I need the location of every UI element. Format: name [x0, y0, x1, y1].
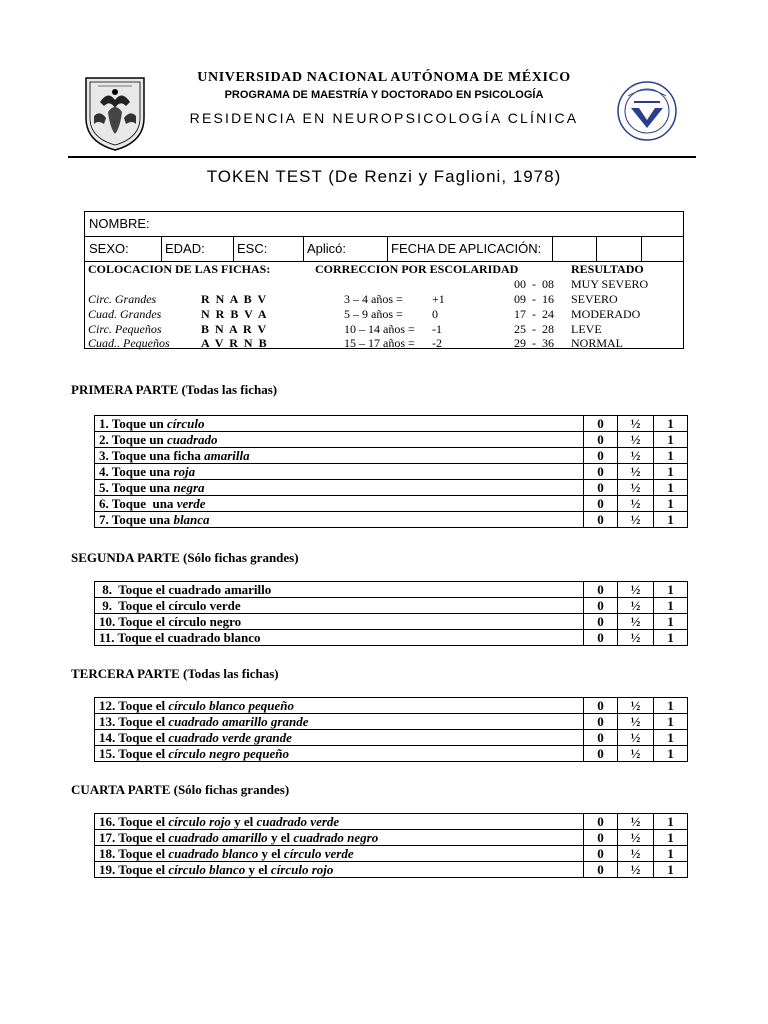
score-one-cell[interactable]: 1: [654, 862, 688, 878]
section-note: (Sólo fichas grandes): [183, 550, 299, 565]
score-half-cell[interactable]: ½: [618, 630, 654, 646]
edad-field[interactable]: EDAD:: [165, 241, 205, 256]
item-text: 16. Toque el: [99, 814, 169, 829]
item-emphasis: círculo blanco pequeño: [168, 698, 295, 713]
correccion-heading: CORRECCION POR ESCOLARIDAD: [315, 262, 519, 276]
item-row: [95, 730, 688, 746]
score-zero-cell[interactable]: 0: [584, 746, 618, 762]
resultado-range: 09 - 16: [514, 292, 554, 306]
resultado-label: MUY SEVERO: [571, 277, 649, 291]
item-row: [95, 746, 688, 762]
item-text: 5. Toque una: [99, 480, 174, 495]
details-row: [85, 237, 683, 262]
resultado-range: 25 - 28: [514, 322, 554, 336]
resultado-label: SEVERO: [571, 292, 618, 306]
nombre-field[interactable]: NOMBRE:: [89, 216, 150, 231]
colocacion-letters: B N A R V: [201, 322, 267, 336]
score-one-cell[interactable]: 1: [654, 480, 688, 496]
section-heading-primera: [71, 382, 277, 398]
item-text: 7. Toque una: [99, 512, 174, 527]
item-instruction: [95, 630, 584, 646]
section-title: SEGUNDA PARTE: [71, 550, 180, 565]
score-half-cell[interactable]: ½: [618, 746, 654, 762]
score-zero-cell[interactable]: 0: [584, 496, 618, 512]
score-zero-cell[interactable]: 0: [584, 814, 618, 830]
score-half-cell[interactable]: ½: [618, 480, 654, 496]
score-zero-cell[interactable]: 0: [584, 432, 618, 448]
score-half-cell[interactable]: ½: [618, 714, 654, 730]
section-title: TERCERA PARTE: [71, 666, 180, 681]
item-text: y el: [230, 814, 257, 829]
resultado-range: 29 - 36: [514, 336, 554, 350]
item-emphasis: blanca: [173, 512, 210, 527]
score-zero-cell[interactable]: 0: [584, 582, 618, 598]
correccion-range: 15 – 17 años =: [344, 336, 415, 350]
item-row: [95, 496, 688, 512]
fecha-day-box[interactable]: [552, 237, 596, 261]
item-instruction: [95, 698, 584, 714]
resultado-label: NORMAL: [571, 336, 624, 350]
name-row: [85, 212, 683, 237]
score-half-cell[interactable]: ½: [618, 814, 654, 830]
item-row: [95, 582, 688, 598]
score-half-cell[interactable]: ½: [618, 614, 654, 630]
item-instruction: [95, 814, 584, 830]
item-instruction: [95, 448, 584, 464]
resultado-range: 17 - 24: [514, 307, 554, 321]
section-heading-tercera: [71, 666, 279, 682]
item-emphasis: cuadrado amarillo: [168, 830, 268, 845]
item-text: 4. Toque una: [99, 464, 174, 479]
fecha-field[interactable]: FECHA DE APLICACIÓN:: [391, 241, 542, 256]
score-half-cell[interactable]: ½: [618, 512, 654, 528]
score-one-cell[interactable]: 1: [654, 496, 688, 512]
item-emphasis: cuadrado: [166, 432, 218, 447]
item-row: [95, 416, 688, 432]
item-text: 8. Toque el cuadrado amarillo: [99, 582, 272, 597]
correccion-range: 10 – 14 años =: [344, 322, 415, 336]
correccion-range: 3 – 4 años =: [344, 292, 403, 306]
colocacion-letters: A V R N B: [201, 336, 267, 350]
residency-name: RESIDENCIA EN NEUROPSICOLOGÍA CLÍNICA: [189, 110, 579, 126]
item-emphasis: círculo blanco: [168, 862, 246, 877]
score-half-cell[interactable]: ½: [618, 416, 654, 432]
item-row: [95, 432, 688, 448]
item-row: [95, 630, 688, 646]
item-emphasis: círculo: [166, 416, 205, 431]
cuarta-parte-table: [94, 813, 688, 878]
score-zero-cell[interactable]: 0: [584, 862, 618, 878]
section-heading-segunda: [71, 550, 299, 566]
item-emphasis: círculo rojo: [168, 814, 231, 829]
score-one-cell[interactable]: 1: [654, 416, 688, 432]
score-zero-cell[interactable]: 0: [584, 714, 618, 730]
colocacion-heading: COLOCACION DE LAS FICHAS:: [88, 262, 271, 276]
score-one-cell[interactable]: 1: [654, 598, 688, 614]
patient-info-box: [84, 211, 684, 349]
score-one-cell[interactable]: 1: [654, 830, 688, 846]
item-instruction: [95, 614, 584, 630]
item-text: 13. Toque el: [99, 714, 169, 729]
primera-parte-table: [94, 415, 688, 528]
correccion-value: -1: [432, 322, 442, 336]
score-one-cell[interactable]: 1: [654, 432, 688, 448]
score-zero-cell[interactable]: 0: [584, 480, 618, 496]
colocacion-letters: N R B V A: [201, 307, 267, 321]
item-instruction: [95, 598, 584, 614]
score-one-cell[interactable]: 1: [654, 714, 688, 730]
sexo-field[interactable]: SEXO:: [89, 241, 129, 256]
item-instruction: [95, 416, 584, 432]
score-half-cell[interactable]: ½: [618, 582, 654, 598]
aplico-field[interactable]: Aplicó:: [307, 241, 347, 256]
resultado-label: LEVE: [571, 322, 602, 336]
correccion-value: -2: [432, 336, 442, 350]
colocacion-label: Circ. Pequeños: [88, 322, 162, 336]
item-text: 11. Toque el cuadrado blanco: [99, 630, 261, 645]
score-zero-cell[interactable]: 0: [584, 416, 618, 432]
correccion-range: 5 – 9 años =: [344, 307, 403, 321]
item-emphasis: verde: [176, 496, 206, 511]
colocacion-label: Cuad. Grandes: [88, 307, 162, 321]
score-half-cell[interactable]: ½: [618, 862, 654, 878]
score-half-cell[interactable]: ½: [618, 698, 654, 714]
header-divider: [68, 156, 696, 158]
fecha-month-box[interactable]: [596, 237, 641, 261]
score-one-cell[interactable]: 1: [654, 846, 688, 862]
item-text: 14. Toque el: [99, 730, 169, 745]
score-one-cell[interactable]: 1: [654, 614, 688, 630]
score-zero-cell[interactable]: 0: [584, 846, 618, 862]
score-half-cell[interactable]: ½: [618, 464, 654, 480]
program-name: PROGRAMA DE MAESTRÍA Y DOCTORADO EN PSICOLOGÍA: [224, 89, 544, 101]
item-emphasis: roja: [173, 464, 196, 479]
item-text: 12. Toque el: [99, 698, 169, 713]
score-one-cell[interactable]: 1: [654, 746, 688, 762]
item-text: 19. Toque el: [99, 862, 169, 877]
score-zero-cell[interactable]: 0: [584, 448, 618, 464]
score-zero-cell[interactable]: 0: [584, 464, 618, 480]
score-one-cell[interactable]: 1: [654, 630, 688, 646]
item-instruction: [95, 862, 584, 878]
item-row: [95, 512, 688, 528]
score-one-cell[interactable]: 1: [654, 512, 688, 528]
item-text: 2. Toque un: [99, 432, 167, 447]
item-row: [95, 698, 688, 714]
correccion-value: 0: [432, 307, 438, 321]
item-text: 6. Toque una: [99, 496, 177, 511]
item-emphasis: cuadrado verde grande: [168, 730, 292, 745]
correccion-value: +1: [432, 292, 445, 306]
section-note: (Todas las fichas): [181, 382, 278, 397]
resultado-range: 00 - 08: [514, 277, 554, 291]
score-zero-cell[interactable]: 0: [584, 512, 618, 528]
score-one-cell[interactable]: 1: [654, 814, 688, 830]
item-instruction: [95, 432, 584, 448]
score-zero-cell[interactable]: 0: [584, 630, 618, 646]
item-instruction: [95, 846, 584, 862]
item-text: 10. Toque el círculo negro: [99, 614, 242, 629]
score-one-cell[interactable]: 1: [654, 464, 688, 480]
colocacion-label: Circ. Grandes: [88, 292, 157, 306]
item-text: y el: [245, 862, 271, 877]
resultado-heading: RESULTADO: [571, 262, 644, 276]
tercera-parte-table: [94, 697, 688, 762]
section-note: (Todas las fichas): [183, 666, 279, 681]
score-one-cell[interactable]: 1: [654, 448, 688, 464]
item-emphasis: cuadrado negro: [293, 830, 379, 845]
item-emphasis: amarilla: [204, 448, 250, 463]
item-row: [95, 814, 688, 830]
score-zero-cell[interactable]: 0: [584, 698, 618, 714]
item-emphasis: cuadrado blanco: [168, 846, 259, 861]
item-instruction: [95, 714, 584, 730]
item-text: 15. Toque el: [99, 746, 169, 761]
score-half-cell[interactable]: ½: [618, 730, 654, 746]
item-instruction: [95, 464, 584, 480]
item-row: [95, 862, 688, 878]
score-half-cell[interactable]: ½: [618, 432, 654, 448]
item-instruction: [95, 730, 584, 746]
fecha-year-box[interactable]: [641, 237, 683, 261]
item-text: 3. Toque una ficha: [99, 448, 205, 463]
item-row: [95, 598, 688, 614]
segunda-parte-table: [94, 581, 688, 646]
item-emphasis: círculo rojo: [270, 862, 334, 877]
score-zero-cell[interactable]: 0: [584, 730, 618, 746]
item-instruction: [95, 496, 584, 512]
colocacion-label: Cuad.. Pequeños: [88, 336, 170, 350]
item-emphasis: círculo negro pequeño: [168, 746, 289, 761]
item-instruction: [95, 746, 584, 762]
colocacion-letters: R N A B V: [201, 292, 267, 306]
item-text: 9. Toque el círculo verde: [99, 598, 241, 613]
item-text: y el: [258, 846, 284, 861]
score-zero-cell[interactable]: 0: [584, 614, 618, 630]
section-title: PRIMERA PARTE: [71, 382, 179, 397]
score-half-cell[interactable]: ½: [618, 830, 654, 846]
score-half-cell[interactable]: ½: [618, 598, 654, 614]
item-row: [95, 480, 688, 496]
item-emphasis: cuadrado amarillo grande: [168, 714, 309, 729]
resultado-label: MODERADO: [571, 307, 641, 321]
item-emphasis: círculo verde: [283, 846, 354, 861]
item-text: 18. Toque el: [99, 846, 169, 861]
item-instruction: [95, 830, 584, 846]
score-zero-cell[interactable]: 0: [584, 598, 618, 614]
item-instruction: [95, 582, 584, 598]
item-row: [95, 448, 688, 464]
score-half-cell[interactable]: ½: [618, 846, 654, 862]
esc-field[interactable]: ESC:: [237, 241, 268, 256]
item-row: [95, 846, 688, 862]
score-one-cell[interactable]: 1: [654, 698, 688, 714]
score-one-cell[interactable]: 1: [654, 582, 688, 598]
item-row: [95, 614, 688, 630]
item-emphasis: cuadrado verde: [256, 814, 340, 829]
university-name: UNIVERSIDAD NACIONAL AUTÓNOMA DE MÉXICO: [197, 70, 571, 85]
item-row: [95, 830, 688, 846]
item-instruction: [95, 512, 584, 528]
item-text: y el: [267, 830, 294, 845]
section-heading-cuarta: [71, 782, 289, 798]
item-emphasis: negra: [173, 480, 205, 495]
score-one-cell[interactable]: 1: [654, 730, 688, 746]
section-note: (Sólo fichas grandes): [173, 782, 290, 797]
item-instruction: [95, 480, 584, 496]
section-title: CUARTA PARTE: [71, 782, 171, 797]
page-title: TOKEN TEST (De Renzi y Faglioni, 1978): [206, 167, 562, 186]
score-half-cell[interactable]: ½: [618, 448, 654, 464]
item-row: [95, 464, 688, 480]
score-zero-cell[interactable]: 0: [584, 830, 618, 846]
item-row: [95, 714, 688, 730]
item-text: 17. Toque el: [99, 830, 169, 845]
score-half-cell[interactable]: ½: [618, 496, 654, 512]
item-text: 1. Toque un: [99, 416, 167, 431]
